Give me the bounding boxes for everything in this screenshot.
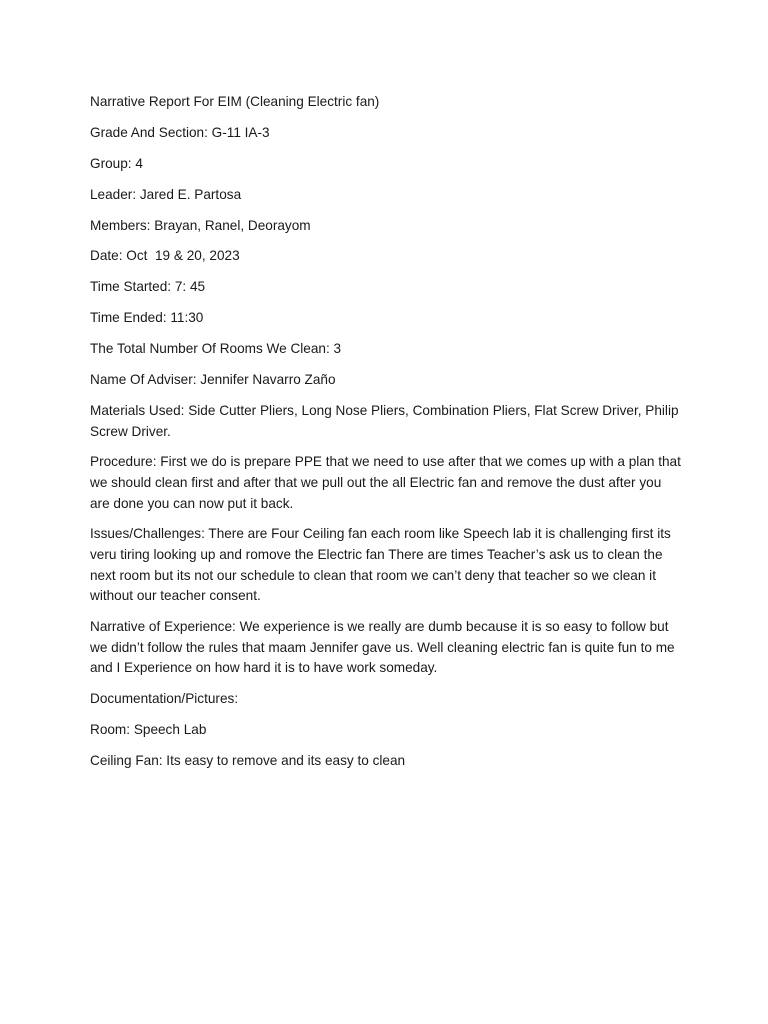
grade-section-line: Grade And Section: G-11 IA-3 (90, 124, 270, 140)
group-line: Group: 4 (90, 155, 143, 171)
ceiling-fan-line: Ceiling Fan: Its easy to remove and its easy to clean (90, 753, 406, 768)
document-page (90, 92, 685, 782)
report-title: Narrative Report For EIM (Cleaning Electric fan) (90, 94, 380, 109)
time-ended-line: Time Ended: 11:30 (90, 310, 204, 326)
issues-paragraph: Issues/Challenges: There are Four Ceiling fan each room like Speech lab it is challenging first its veru tiring looking up and romove the Electric fan There are times Teacher’s ask us to clean the next room but its not our schedule to clean that room we can’t deny that teacher so we clean it without our teacher consent. (90, 526, 675, 604)
room-line: Room: Speech Lab (90, 722, 207, 738)
adviser-line: Name Of Adviser: Jennifer Navarro Zaño (90, 372, 336, 388)
procedure-paragraph: Procedure: First we do is prepare PPE that we need to use after that we comes up with a plan that we should clean first and after that we pull out the all Electric fan and remove the dust after you are done you can now put it back. (90, 454, 685, 511)
experience-paragraph: Narrative of Experience: We experience is we really are dumb because it is so easy to follow but we didn’t follow the rules that maam Jennifer gave us. Well cleaning electric fan is quite fun to me and I Experience on how hard it is to have work someday. (90, 619, 679, 676)
leader-line: Leader: Jared E. Partosa (90, 186, 242, 202)
members-line: Members: Brayan, Ranel, Deorayom (90, 217, 311, 233)
time-started-line: Time Started: 7: 45 (90, 279, 206, 295)
materials-paragraph: Materials Used: Side Cutter Pliers, Long Nose Pliers, Combination Pliers, Flat Screw Driver, Philip Screw Driver. (90, 402, 683, 439)
total-rooms-line: The Total Number Of Rooms We Clean: 3 (90, 341, 342, 357)
date-line: Date: Oct 19 & 20, 2023 (90, 248, 240, 264)
documentation-heading: Documentation/Pictures: (90, 691, 239, 707)
